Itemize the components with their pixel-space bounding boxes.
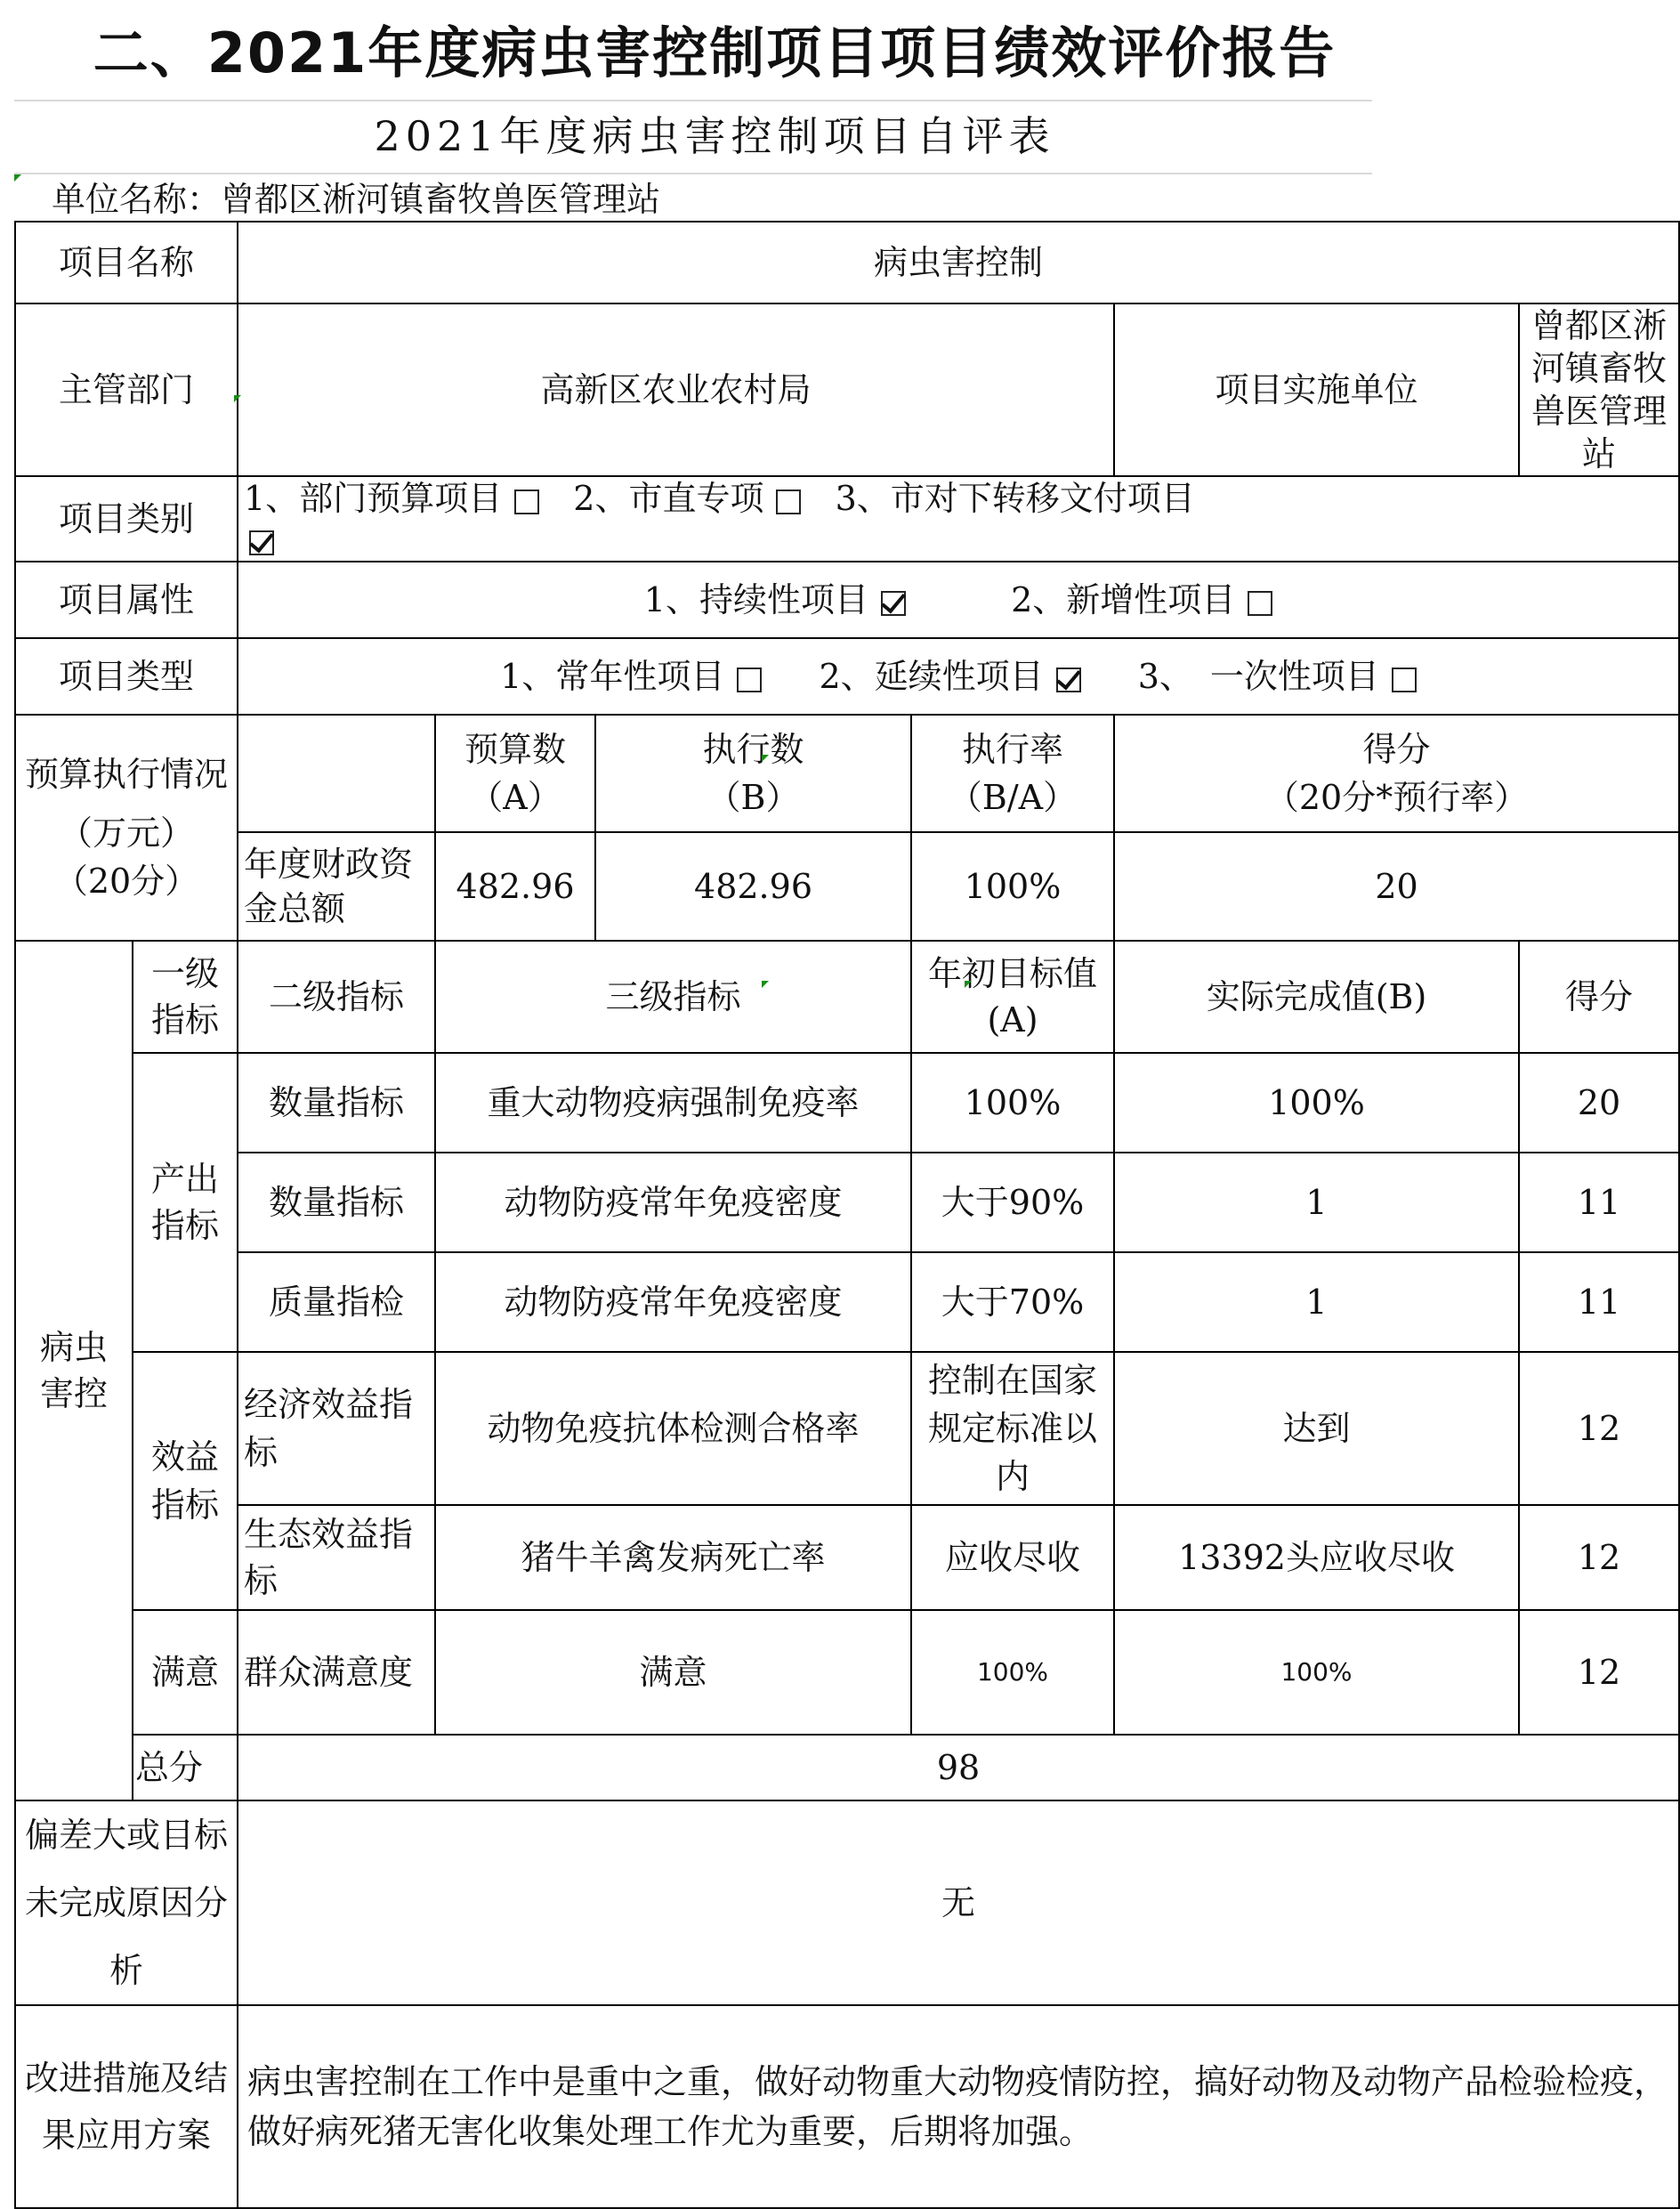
dept-value: 高新区农业农村局 (238, 303, 1114, 476)
attribute-option-1-label: 1、持续性项目 (643, 580, 868, 619)
budget-value: 482.96 (435, 832, 595, 941)
header-score: 得分 (1519, 941, 1679, 1053)
deviation-value: 无 (238, 1800, 1679, 2005)
header-level3: 三级指标 (435, 941, 911, 1053)
row-budget-header (15, 715, 1679, 832)
indicator-actual: 1 (1114, 1153, 1519, 1252)
checkbox-icon[interactable] (776, 490, 801, 514)
row-dept (15, 303, 1679, 476)
row-project-name (15, 222, 1679, 303)
page-subtitle: 2021年度病虫害控制项目自评表 (374, 112, 1055, 160)
type-option-3-label: 3、 一次性项目 (1137, 657, 1379, 696)
header-actual: 实际完成值(B) (1114, 941, 1519, 1053)
budget-row-label: 年度财政资金总额 (238, 832, 435, 941)
type-option-1[interactable] (500, 652, 762, 700)
row-improve (15, 2005, 1679, 2208)
dept-label: 主管部门 (15, 303, 238, 476)
type-option-1-label: 1、常年性项目 (500, 657, 725, 696)
type-option-2-label: 2、延续性项目 (819, 657, 1044, 696)
indicator-actual: 1 (1114, 1252, 1519, 1352)
impl-unit-value: 曾都区淅河镇畜牧兽医管理站 (1519, 303, 1679, 476)
budget-header-score-label: 得分 (1362, 730, 1431, 769)
checkbox-icon[interactable] (514, 490, 539, 514)
output-indicator-label: 产出指标 (133, 1053, 238, 1352)
budget-header-rate (911, 715, 1114, 832)
attribute-option-2-label: 2、新增性项目 (1011, 580, 1236, 619)
satisfaction-indicator-label: 满意 (133, 1610, 238, 1735)
budget-header-rate-label: 执行率 (962, 730, 1064, 769)
indicator-target: 100% (911, 1053, 1114, 1153)
indicator-l3: 满意 (435, 1610, 911, 1735)
indicator-row (15, 1352, 1679, 1505)
total-value: 98 (238, 1735, 1679, 1800)
type-label: 项目类型 (15, 638, 238, 715)
budget-header-blank (238, 715, 435, 832)
row-budget-values (15, 832, 1679, 941)
budget-header-rate-sub: （B/A） (948, 778, 1078, 817)
row-deviation (15, 1800, 1679, 2005)
indicator-l3: 动物免疫抗体检测合格率 (435, 1352, 911, 1505)
header-level2: 二级指标 (238, 941, 435, 1053)
checkbox-icon[interactable] (1392, 668, 1417, 692)
budget-header-b-sub: （B） (707, 778, 800, 817)
row-total (15, 1735, 1679, 1800)
indicator-l2: 数量指标 (238, 1053, 435, 1153)
category-options (238, 476, 1679, 562)
indicator-l2: 质量指检 (238, 1252, 435, 1352)
checkbox-checked-icon[interactable] (249, 530, 274, 555)
indicator-target: 控制在国家规定标准以内 (911, 1352, 1114, 1505)
attribute-options (238, 562, 1679, 638)
indicator-l3: 重大动物疫病强制免疫率 (435, 1053, 911, 1153)
category-option-3-label: 3、市对下转移文付项目 (835, 479, 1195, 518)
budget-header-score (1114, 715, 1679, 832)
rate-value: 100% (911, 832, 1114, 941)
indicator-actual: 100% (1114, 1053, 1519, 1153)
exec-value: 482.96 (595, 832, 911, 941)
score-value: 20 (1114, 832, 1679, 941)
indicator-group-label: 病虫害控 (15, 941, 133, 1800)
checkbox-checked-icon[interactable] (1056, 668, 1081, 692)
cell-marker-icon (14, 174, 21, 182)
budget-header-b-label: 执行数 (702, 730, 804, 769)
budget-header-a (435, 715, 595, 832)
indicator-l3: 动物防疫常年免疫密度 (435, 1252, 911, 1352)
indicator-actual: 100% (1114, 1610, 1519, 1735)
indicator-score: 20 (1519, 1053, 1679, 1153)
indicator-l2: 数量指标 (238, 1153, 435, 1252)
indicator-target: 大于90% (911, 1153, 1114, 1252)
header-level1: 一级指标 (133, 941, 238, 1053)
category-label: 项目类别 (15, 476, 238, 562)
attribute-label: 项目属性 (15, 562, 238, 638)
budget-header-a-label: 预算数 (464, 730, 567, 769)
type-options (238, 638, 1679, 715)
indicator-actual: 达到 (1114, 1352, 1519, 1505)
improve-label: 改进措施及结果应用方案 (15, 2005, 238, 2208)
indicator-row (15, 1053, 1679, 1153)
budget-header-a-sub: （A） (469, 778, 561, 817)
indicator-row (15, 1505, 1679, 1610)
indicator-l2: 经济效益指标 (238, 1352, 435, 1505)
cell-marker-icon (762, 755, 769, 762)
row-type (15, 638, 1679, 715)
indicator-row (15, 1153, 1679, 1252)
cell-marker-icon (762, 981, 769, 988)
category-option-1-label: 1、部门预算项目 (244, 479, 503, 518)
checkbox-icon[interactable] (1248, 591, 1272, 616)
row-category (15, 476, 1679, 562)
impl-unit-label: 项目实施单位 (1114, 303, 1519, 476)
category-option-1[interactable] (244, 479, 539, 518)
budget-header-score-sub: （20分*预行率） (1264, 778, 1529, 817)
indicator-l3: 动物防疫常年免疫密度 (435, 1153, 911, 1252)
checkbox-checked-icon[interactable] (881, 591, 906, 616)
project-name-value: 病虫害控制 (238, 222, 1679, 303)
indicator-actual: 13392头应收尽收 (1114, 1505, 1519, 1610)
category-option-2[interactable] (573, 478, 801, 519)
indicator-score: 11 (1519, 1252, 1679, 1352)
indicator-l2: 群众满意度 (238, 1610, 435, 1735)
header-target: 年初目标值(A) (911, 941, 1114, 1053)
row-attribute (15, 562, 1679, 638)
project-name-label: 项目名称 (15, 222, 238, 303)
indicator-l2: 生态效益指标 (238, 1505, 435, 1610)
budget-label-line3: （20分） (53, 862, 199, 901)
attribute-option-2[interactable] (1011, 576, 1272, 624)
page-title: 二、2021年度病虫害控制项目项目绩效评价报告 (93, 20, 1337, 85)
type-option-3[interactable] (1138, 652, 1417, 700)
benefit-indicator-label: 效益指标 (133, 1352, 238, 1610)
category-option-2-label: 2、市直专项 (573, 479, 764, 518)
cell-marker-icon (234, 395, 241, 402)
attribute-option-1[interactable] (644, 576, 906, 624)
budget-header-b (595, 715, 911, 832)
indicator-score: 12 (1519, 1352, 1679, 1505)
row-indicator-header (15, 941, 1679, 1053)
indicator-target: 100% (911, 1610, 1114, 1735)
indicator-score: 12 (1519, 1610, 1679, 1735)
budget-label-line2: （万元） (59, 813, 195, 853)
unit-name-label: 单位名称：曾都区淅河镇畜牧兽医管理站 (52, 180, 661, 219)
cell-marker-icon (965, 981, 972, 988)
indicator-row (15, 1252, 1679, 1352)
budget-label-line1: 预算执行情况 (25, 755, 229, 794)
indicator-row (15, 1610, 1679, 1735)
type-option-2[interactable] (819, 652, 1080, 700)
checkbox-icon[interactable] (737, 668, 762, 692)
indicator-l3: 猪牛羊禽发病死亡率 (435, 1505, 911, 1610)
budget-label (15, 715, 238, 941)
total-label: 总分 (133, 1735, 238, 1800)
indicator-target: 大于70% (911, 1252, 1114, 1352)
indicator-target: 应收尽收 (911, 1505, 1114, 1610)
indicator-score: 12 (1519, 1505, 1679, 1610)
indicator-score: 11 (1519, 1153, 1679, 1252)
improve-value: 病虫害控制在工作中是重中之重，做好动物重大动物疫情防控，搞好动物及动物产品检验检疫，做好病死猪无害化收集处理工作尤为重要，后期将加强。 (238, 2005, 1679, 2208)
evaluation-table (14, 221, 1680, 2209)
deviation-label: 偏差大或目标未完成原因分析 (15, 1800, 238, 2005)
